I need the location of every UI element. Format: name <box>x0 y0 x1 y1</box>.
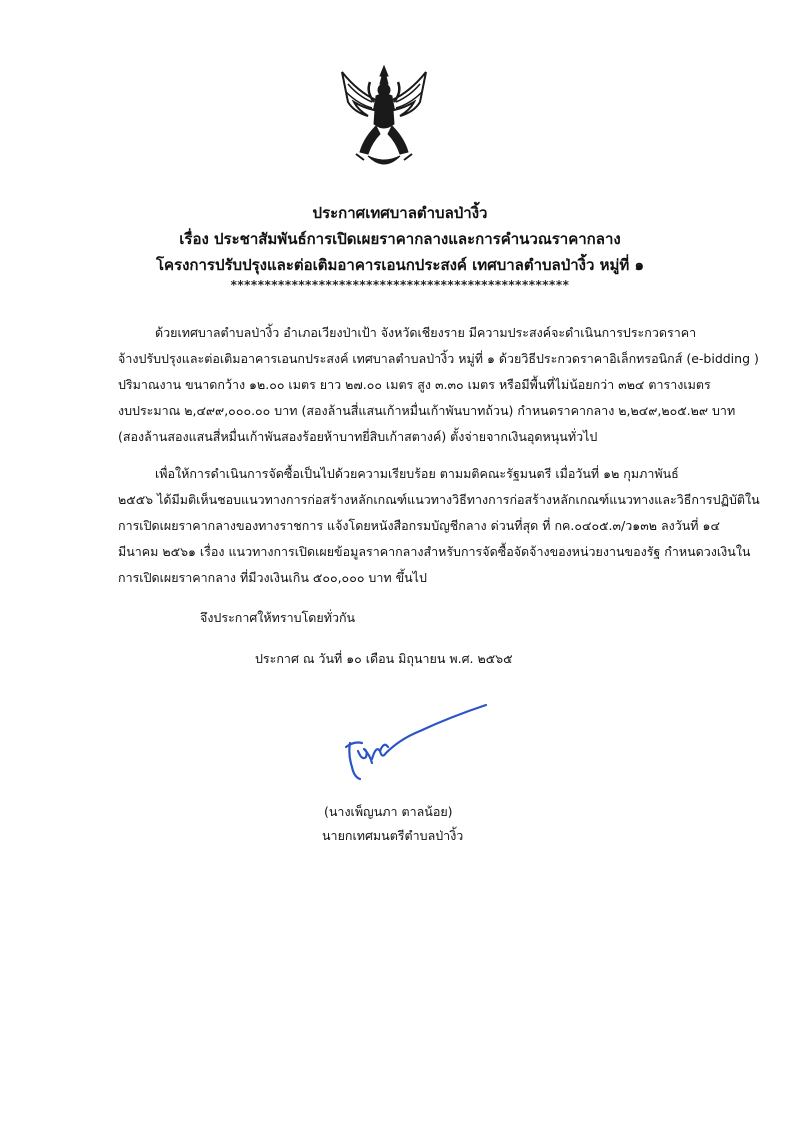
signature-icon <box>340 695 490 785</box>
paragraph-procurement-details <box>118 320 759 450</box>
paragraph-line: ๒๕๕๖ ได้มีมติเห็นชอบแนวทางการก่อสร้างหลักเกณฑ์แนวทางวิธีทางการก่อสร้างหลักเกณฑ์แนวทางและวิธีการปฏิบัติใน <box>118 492 760 507</box>
paragraph-line: (สองล้านสองแสนสี่หมื่นเก้าพันสองร้อยห้าบาทยี่สิบเก้าสตางค์) ตั้งจ่ายจากเงินอุดหนุนทั่วไป <box>118 429 598 444</box>
paragraph-line: การเปิดเผยราคากลางของทางราชการ แจ้งโดยหนังสือกรมบัญชีกลาง ด่วนที่สุด ที่ กค.๐๔๐๕.๓/ว๑๓๒ ลงวันที่ ๑๔ <box>118 518 720 533</box>
paragraph-line: งบประมาณ ๒,๔๙๙,๐๐๐.๐๐ บาท (สองล้านสี่แสนเก้าหมื่นเก้าพันบาทถ้วน) กำหนดราคากลาง ๒,๒๔๙,๒๐๕.๒๙ บาท <box>118 403 736 418</box>
paragraph-regulation-reference <box>118 461 760 591</box>
closing-statement: จึงประกาศให้ทราบโดยทั่วกัน <box>200 610 356 625</box>
announcement-header <box>80 200 720 292</box>
paragraph-line: เพื่อให้การดำเนินการจัดซื้อเป็นไปด้วยความเรียบร้อย ตามมติคณะรัฐมนตรี เมื่อวันที่ ๑๒ กุมภาพันธ์ <box>155 466 679 481</box>
project-title: โครงการปรับปรุงและต่อเติมอาคารเอนกประสงค์ เทศบาลตำบลป่างิ้ว หมู่ที่ ๑ <box>155 256 645 274</box>
garuda-emblem-icon <box>338 62 430 174</box>
paragraph-line: การเปิดเผยราคากลาง ที่มีวงเงินเกิน ๕๐๐,๐๐๐ บาท ขึ้นไป <box>118 570 427 585</box>
paragraph-line: จ้างปรับปรุงและต่อเติมอาคารเอนกประสงค์ เทศบาลตำบลป่างิ้ว หมู่ที่ ๑ ด้วยวิธีประกวดราคาอิเล็กทรอนิกส์ (e-bidding ) <box>118 351 759 366</box>
signer-position: นายกเทศมนตรีตำบลป่างิ้ว <box>322 828 464 843</box>
paragraph-line: ด้วยเทศบาลตำบลป่างิ้ว อำเภอเวียงป่าเป้า จังหวัดเชียงราย มีความประสงค์จะดำเนินการประกวดราคา <box>155 325 697 340</box>
paragraph-line: มีนาคม ๒๕๖๑ เรื่อง แนวทางการเปิดเผยข้อมูลราคากลางสำหรับการจัดซื้อจัดจ้างของหน่วยงานของรัฐ กำหนดวงเงินใน <box>118 544 751 559</box>
paragraph-line: ปริมาณงาน ขนาดกว้าง ๑๒.๐๐ เมตร ยาว ๒๗.๐๐ เมตร สูง ๓.๓๐ เมตร หรือมีพื้นที่ไม่น้อยกว่า ๓๒๔ ตารางเมตร <box>118 377 711 392</box>
separator-line: ************************************************** <box>230 278 570 292</box>
signer-name: (นางเพ็ญนภา ตาลน้อย) <box>324 804 453 819</box>
announcement-title: ประกาศเทศบาลตำบลป่างิ้ว <box>312 204 488 222</box>
announcement-date: ประกาศ ณ วันที่ ๑๐ เดือน มิถุนายน พ.ศ. ๒๕๖๕ <box>255 651 513 666</box>
signer-block <box>322 800 463 848</box>
announcement-subject: เรื่อง ประชาสัมพันธ์การเปิดเผยราคากลางและการคำนวณราคากลาง <box>179 230 621 248</box>
